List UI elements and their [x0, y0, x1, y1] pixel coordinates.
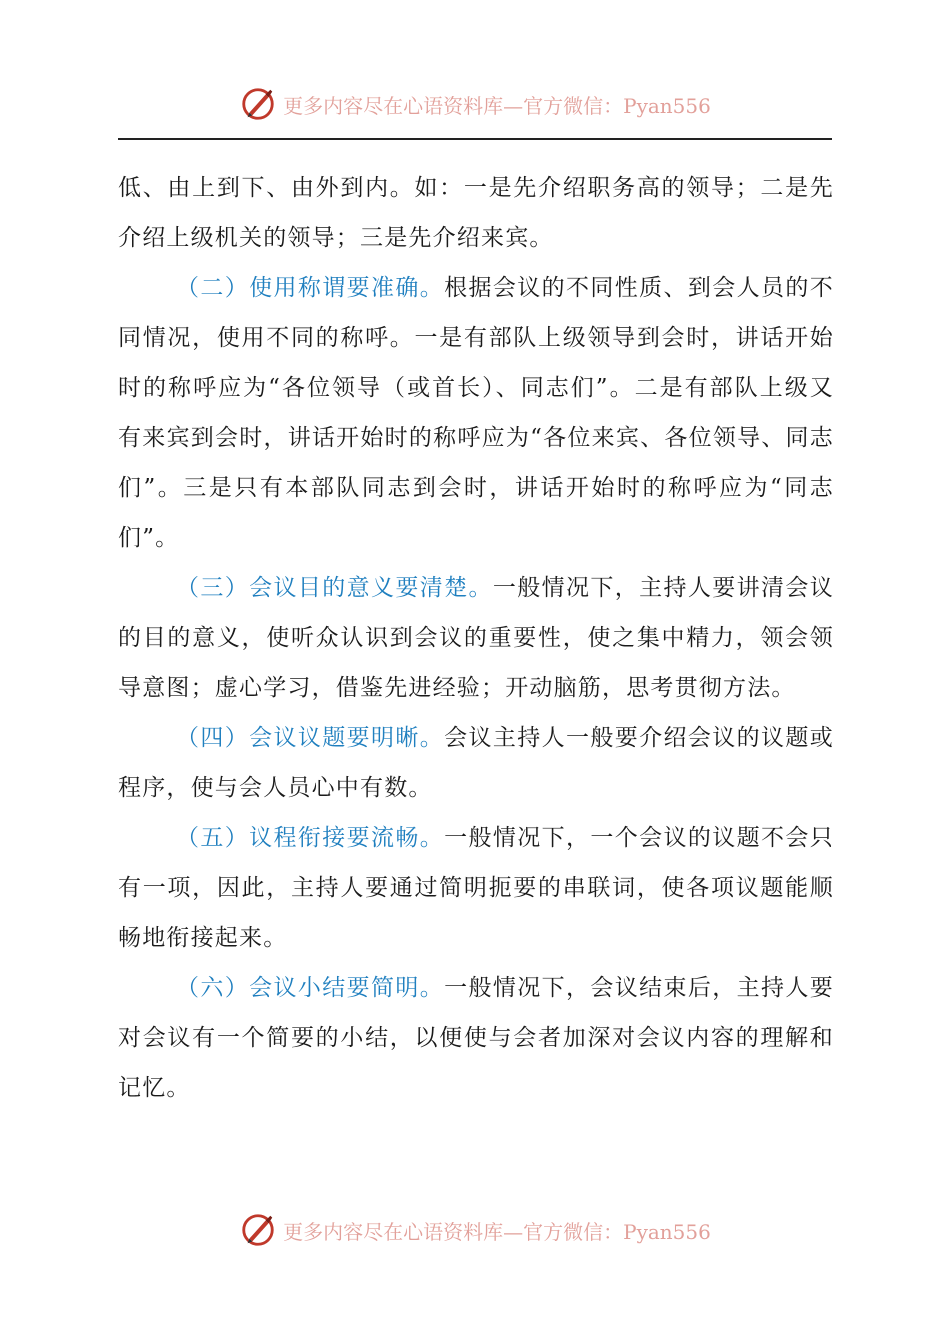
paragraph-section-6 [118, 963, 834, 1113]
paragraph-body: 会议主持人一般要介绍会议的议题或程序，使与会人员心中有数。 [118, 725, 835, 801]
section-heading: （四）会议议题要明晰。 [176, 725, 445, 751]
paragraph-body: 低、由上到下、由外到内。如：一是先介绍职务高的领导；二是先介绍上级机关的领导；三是先介绍来宾。 [118, 175, 834, 251]
pen-logo-icon [239, 85, 277, 123]
paragraph-body: 根据会议的不同性质、到会人员的不同情况，使用不同的称呼。一是有部队上级领导到会时，讲话开始时的称呼应为“各位领导（或首长）、同志们”。二是有部队上级又有来宾到会时，讲话开始时的称呼应为“各位来宾、各位领导、同志们”。三是只有本部队同志到会时，讲话开始时的称呼应为“同志们”。 [118, 275, 835, 551]
paragraph-section-5 [118, 813, 834, 963]
paragraph-body: 一般情况下，主持人要讲清会议的目的意义，使听众认识到会议的重要性，使之集中精力，领会领导意图；虚心学习，借鉴先进经验；开动脑筋，思考贯彻方法。 [118, 575, 834, 701]
paragraph-body: 一般情况下，一个会议的议题不会只有一项，因此，主持人要通过简明扼要的串联词，使各项议题能顺畅地衔接起来。 [118, 825, 835, 951]
section-heading: （五）议程衔接要流畅。 [176, 825, 445, 851]
section-heading: （三）会议目的意义要清楚。 [176, 575, 493, 601]
paragraph-continuation [118, 163, 834, 263]
section-heading: （二）使用称谓要准确。 [176, 275, 445, 301]
header-rule [118, 138, 832, 140]
pen-logo-icon [239, 1211, 277, 1249]
section-heading: （六）会议小结要简明。 [176, 975, 445, 1001]
header-banner-inner [239, 85, 711, 123]
footer-banner-inner [239, 1211, 711, 1249]
document-body [118, 163, 834, 1113]
footer-banner [0, 1208, 950, 1252]
paragraph-section-2 [118, 263, 834, 563]
paragraph-body: 一般情况下，会议结束后，主持人要对会议有一个简要的小结，以便使与会者加深对会议内容的理解和记忆。 [118, 975, 835, 1101]
header-banner [0, 82, 950, 126]
footer-banner-text: 更多内容尽在心语资料库—官方微信：Pyan556 [283, 1219, 711, 1244]
paragraph-section-3 [118, 563, 834, 713]
paragraph-section-4 [118, 713, 834, 813]
header-banner-text: 更多内容尽在心语资料库—官方微信：Pyan556 [283, 93, 711, 118]
